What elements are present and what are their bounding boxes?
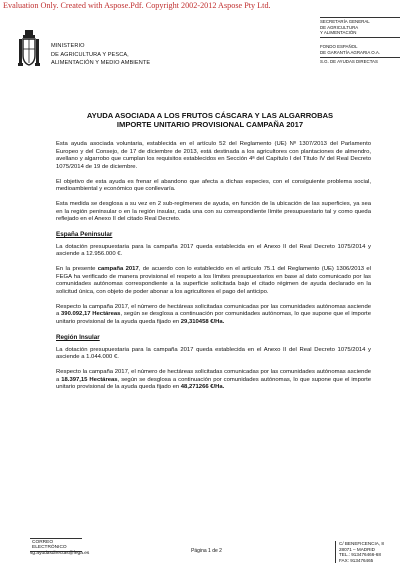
text-bold: campaña 2017 xyxy=(97,266,139,273)
text-run: Respecto la campaña 2017, el número de hectáreas solicitadas comunicadas por las comunidades autónomas asciende a xyxy=(56,369,371,383)
ministry-name xyxy=(51,42,150,68)
text-run: , de acuerdo con lo establecido en el artículo 75.1 del Reglamento (UE) 1306/2013 el FEGA ha verificado de manera provisional el respeto a los límites presupuestarios en base al dato comunicado por las comunidades autónomas correspondiente a la superficie solicitada bajo el citado régimen de ayuda declarado en la solicitud única, con objeto de poder abonar a los agricultores el pago del anticipo. xyxy=(56,266,372,295)
paragraph-intro: Esta ayuda asociada voluntaria, establecida en el artículo 52 del Reglamento (UE) Nº 1307/2013 del Parlamento Europeo y del Consejo, de 17 de diciembre de 2013, está destinada a los agricultores con plantaciones de almendro, avellano y algarrobo que cumplan los requisitos establecidos en Sección 4ª del Capítulo I del Título IV del Real Decreto 1075/2014 de 19 de diciembre. xyxy=(56,141,371,170)
secretaria-line: Y ALIMENTACIÓN xyxy=(320,30,357,36)
ministry-line: MINISTERIO xyxy=(51,43,85,49)
subdireccion-label: S.G. DE AYUDAS DIRECTAS xyxy=(320,57,400,65)
heading-insular: Región Insular xyxy=(56,334,100,342)
text-run: Respecto la campaña 2017, el número de hectáreas solicitadas comunicadas por las comunidades autónomas asciende a xyxy=(56,303,371,318)
paragraph-subregimes: Esta medida se desglosa a su vez en 2 sub-regímenes de ayuda, en función de la ubicación de las superficies, ya sea en la región peninsular o en la región insular, cada una con su correspondiente límite presupuestario tal y como queda reflejado en el Anexo II del citado Real Decreto. xyxy=(56,201,371,223)
document-body xyxy=(56,141,371,399)
postal-address xyxy=(335,541,384,563)
ministry-line: DE AGRICULTURA Y PESCA, xyxy=(51,51,129,58)
text-bold: 18.397,15 Hectáreas xyxy=(61,376,118,383)
paragraph-objective: El objetivo de esta ayuda es frenar el abandono que afecta a dichas especies, con el consiguiente problema social, medioambiental y económico que conllevaría. xyxy=(56,178,371,193)
paragraph-peninsular-hectares xyxy=(56,304,371,327)
text-run: En la presente xyxy=(56,266,98,273)
document-title xyxy=(30,111,390,129)
fega-line: FONDO ESPAÑOL xyxy=(320,44,358,49)
coat-of-arms-icon xyxy=(18,30,40,70)
heading-peninsular: España Peninsular xyxy=(56,231,113,239)
page-number: Página 1 de 2 xyxy=(191,548,222,554)
fega-line: DE GARANTÍA AGRARIA O.A. xyxy=(320,49,381,55)
title-line-2: IMPORTE UNITARIO PROVISIONAL CAMPAÑA 2017 xyxy=(116,120,304,130)
secretaria-line: SECRETARÍA GENERAL xyxy=(320,19,370,24)
text-bold: 390.092,17 Hectáreas xyxy=(61,311,121,318)
paragraph-peninsular-budget: La dotación presupuestaria para la campaña 2017 queda establecida en el Anexo II del Real Decreto 1075/2014 y asciende a 12.956.000 €. xyxy=(56,243,371,258)
secretaria-line: DE AGRICULTURA xyxy=(320,24,359,30)
text-run: , según se desglosa a continuación por comunidades autónomas, lo que supone que el importe unitario provisional de la ayuda queda fijado en xyxy=(56,376,372,391)
paragraph-insular-budget: La dotación presupuestaria para la campaña 2017 queda establecida en el Anexo II del Real Decreto 1075/2014 y asciende a 1.044.000 €. xyxy=(56,346,371,361)
paragraph-insular-hectares xyxy=(56,369,371,392)
paragraph-campaign xyxy=(56,266,371,296)
email-label: CORREO ELECTRÓNICO xyxy=(30,538,82,552)
text-bold: 48,271266 €/Ha. xyxy=(180,384,225,391)
secretaria-box xyxy=(320,17,400,38)
address-line: TEL.: 913476466-68 xyxy=(339,552,381,558)
address-line: 28071 – MADRID xyxy=(339,546,376,552)
fega-box xyxy=(320,44,400,65)
address-line: FAX: 913476465 xyxy=(339,557,374,563)
email-address: sg.ayudasdirectas@fega.es xyxy=(30,551,90,556)
title-line-1: AYUDA ASOCIADA A LOS FRUTOS CÁSCARA Y LAS ALGARROBAS xyxy=(86,111,334,120)
text-run: , según se desglosa a continuación por comunidades autónomas, lo que supone que el importe unitario provisional de la ayuda queda fijado en xyxy=(56,311,371,325)
text-bold: 29,310458 €/Ha. xyxy=(180,318,225,325)
address-line: C/ BENEFICENCIA, 8 xyxy=(339,541,384,546)
ministry-line: ALIMENTACIÓN Y MEDIO AMBIENTE xyxy=(51,60,151,67)
watermark-text: Evaluation Only. Created with Aspose.Pdf. Copyright 2002-2012 Aspose Pty Ltd. xyxy=(3,1,271,10)
